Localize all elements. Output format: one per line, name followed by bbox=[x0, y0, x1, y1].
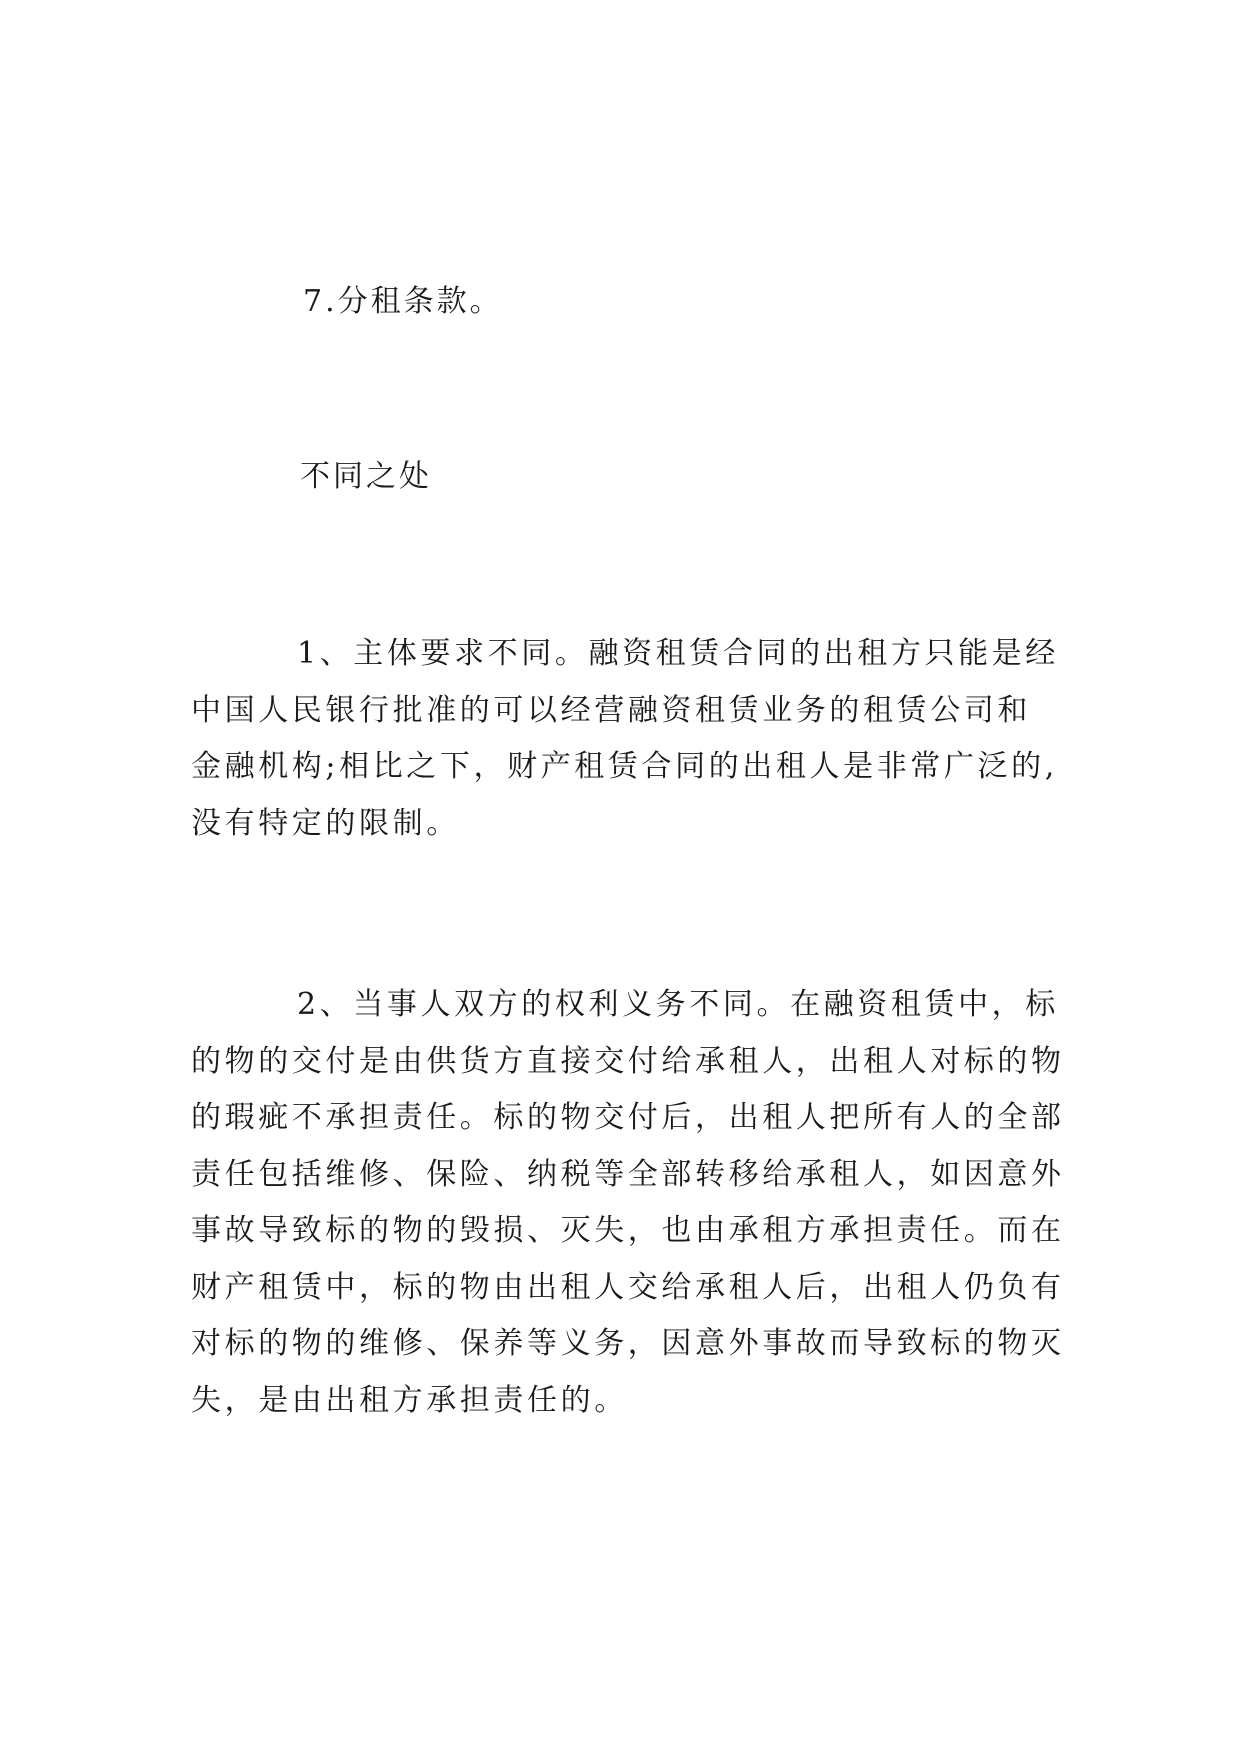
paragraph-line: 事故导致标的物的毁损、灭失，也由承租方承担责任。而在 bbox=[191, 1213, 1065, 1248]
paragraph-line: 没有特定的限制。 bbox=[191, 805, 460, 841]
paragraph-line: 中国人民银行批准的可以经营融资租赁业务的租赁公司和 bbox=[191, 692, 1031, 728]
paragraph-line: 2、当事人双方的权利义务不同。在融资租赁中，标 bbox=[297, 987, 1059, 1022]
section-heading: 不同之处 bbox=[300, 459, 432, 494]
item-7-heading: 7.分租条款。 bbox=[303, 284, 503, 319]
paragraph-line: 失，是由出租方承担责任的。 bbox=[191, 1382, 628, 1418]
paragraph-line: 财产租赁中，标的物由出租人交给承租人后，出租人仍负有 bbox=[191, 1269, 1065, 1305]
paragraph-line: 金融机构;相比之下，财产租赁合同的出租人是非常广泛的, bbox=[191, 749, 1058, 784]
paragraph-line: 责任包括维修、保险、纳税等全部转移给承租人，如因意外 bbox=[191, 1156, 1065, 1192]
paragraph-rights-obligations bbox=[191, 977, 1071, 1429]
paragraph-line: 的瑕疵不承担责任。标的物交付后，出租人把所有人的全部 bbox=[191, 1100, 1065, 1135]
paragraph-subject-requirements bbox=[191, 626, 1071, 852]
paragraph-line: 的物的交付是由供货方直接交付给承租人，出租人对标的物 bbox=[191, 1043, 1065, 1079]
paragraph-line: 对标的物的维修、保养等义务，因意外事故而导致标的物灭 bbox=[191, 1326, 1065, 1361]
paragraph-line: 1、主体要求不同。融资租赁合同的出租方只能是经 bbox=[297, 636, 1059, 671]
